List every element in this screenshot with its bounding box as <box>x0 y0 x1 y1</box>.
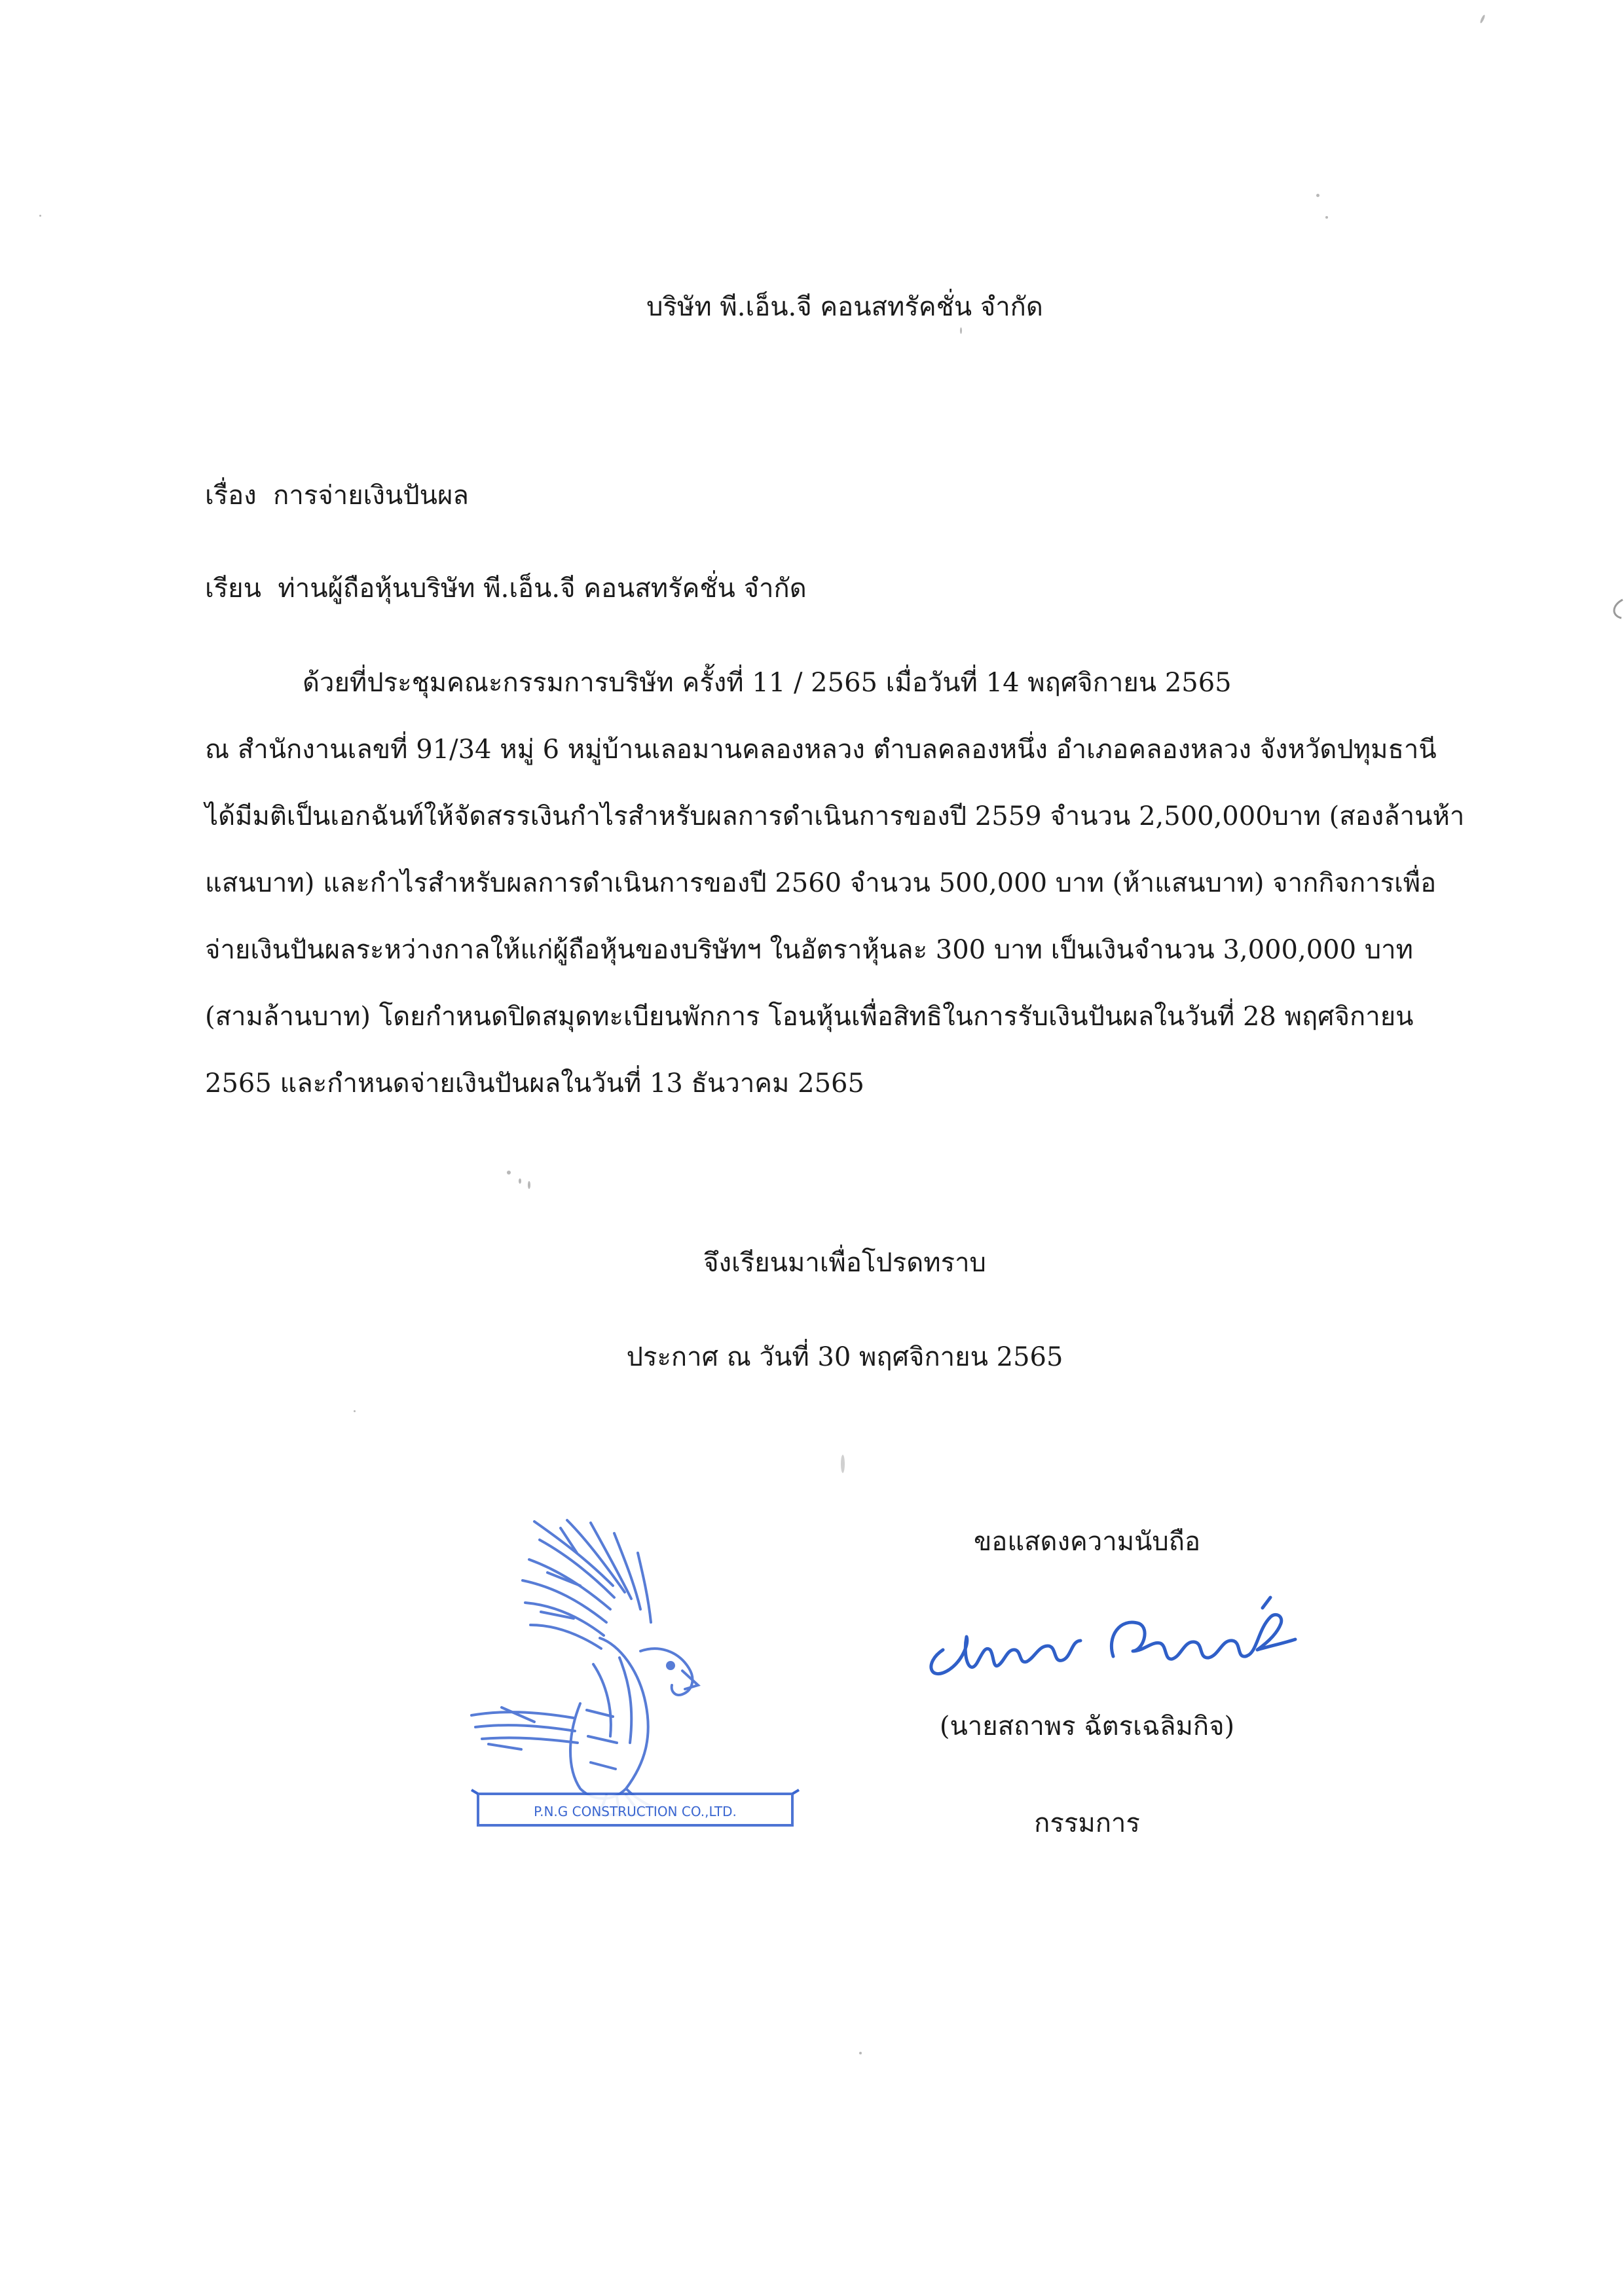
regards-line: ขอแสดงความนับถือ <box>973 1527 1201 1557</box>
scan-speck <box>841 1455 845 1473</box>
subject-label: เรื่อง <box>205 481 257 511</box>
body-line-6: (สามล้านบาท) โดยกำหนดปิดสมุดทะเบียนพักการ โอนหุ้นเพื่อสิทธิในการรับเงินปันผลในวันที่ 28 พฤศจิกายน <box>205 1002 1414 1032</box>
scan-speck <box>354 1410 356 1412</box>
body-line-3: ได้มีมติเป็นเอกฉันท์ให้จัดสรรเงินกำไรสำหรับผลการดำเนินการของปี 2559 จำนวน 2,500,000บาท (สองล้านห้า <box>205 801 1465 831</box>
scan-speck <box>859 2052 862 2054</box>
body-line-1: ด้วยที่ประชุมคณะกรรมการบริษัท ครั้งที่ 11 / 2565 เมื่อวันที่ 14 พฤศจิกายน 2565 <box>303 668 1232 698</box>
addressee-line <box>205 572 807 605</box>
subject-text: การจ่ายเงินปันผล <box>273 481 469 511</box>
scan-speck <box>1325 216 1328 219</box>
announcement-date: ประกาศ ณ วันที่ 30 พฤศจิกายน 2565 <box>626 1342 1063 1372</box>
addressee-text: ท่านผู้ถือหุ้นบริษัท พี.เอ็น.จี คอนสทรัคชั่น จำกัด <box>278 574 807 604</box>
body-line-7: 2565 และกำหนดจ่ายเงินปันผลในวันที่ 13 ธันวาคม 2565 <box>205 1068 864 1099</box>
body-line-4: แสนบาท) และกำไรสำหรับผลการดำเนินการของปี 2560 จำนวน 500,000 บาท (ห้าแสนบาท) จากกิจการเพื่อ <box>205 868 1437 898</box>
scan-speck <box>1316 194 1320 197</box>
signatory-name: (นายสถาพร ฉัตรเฉลิมกิจ) <box>939 1711 1235 1741</box>
scan-speck <box>39 215 41 217</box>
scan-speck <box>519 1178 521 1184</box>
stamp-text: P.N.G CONSTRUCTION CO.,LTD. <box>534 1804 737 1819</box>
body-line-5: จ่ายเงินปันผลระหว่างกาลให้แก่ผู้ถือหุ้นของบริษัทฯ ในอัตราหุ้นละ 300 บาท เป็นเงินจำนวน 3,000,000 บาท <box>205 935 1413 965</box>
scan-speck <box>1479 14 1486 24</box>
addressee-label: เรียน <box>205 574 261 604</box>
signature-scribble-icon <box>917 1578 1323 1696</box>
signature <box>917 1578 1323 1696</box>
subject-line <box>205 479 469 512</box>
eagle-stamp-icon <box>462 1514 809 1837</box>
scan-speck <box>528 1181 530 1189</box>
body-line-2: ณ สำนักงานเลขที่ 91/34 หมู่ 6 หมู่บ้านเลอมานคลองหลวง ตำบลคลองหนึ่ง อำเภอคลองหลวง จังหวัดปทุมธานี <box>205 735 1437 765</box>
company-header: บริษัท พี.เอ็น.จี คอนสทรัคชั่น จำกัด <box>646 292 1043 322</box>
scan-speck <box>960 327 962 334</box>
closing-line: จึงเรียนมาเพื่อโปรดทราบ <box>703 1248 986 1278</box>
signatory-position: กรรมการ <box>1034 1808 1140 1838</box>
scan-speck <box>507 1171 511 1175</box>
company-stamp <box>462 1514 809 1837</box>
edge-mark-icon <box>1608 596 1624 635</box>
